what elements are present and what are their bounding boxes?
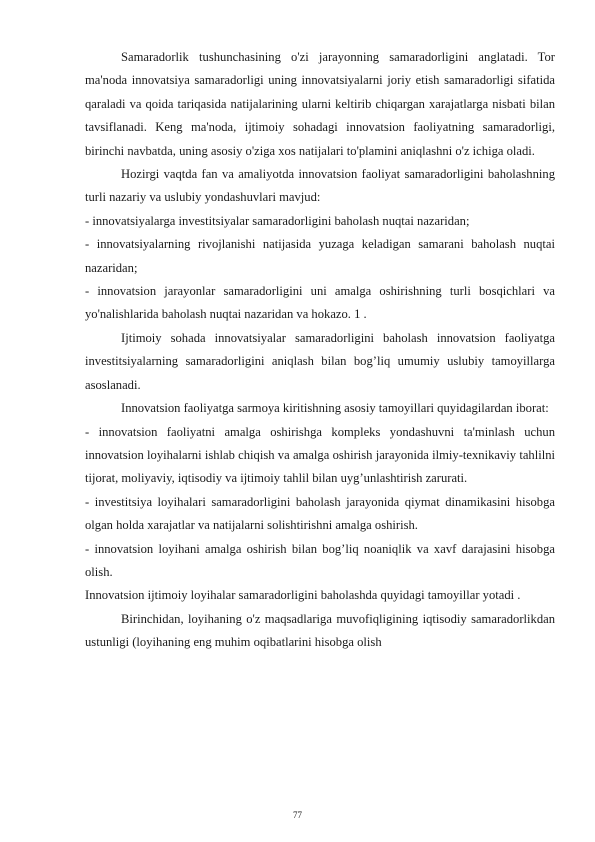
paragraph-approaches-intro: Hozirgi vaqtda fan va amaliyotda innovatsion faoliyat samaradorligini baholashning turli nazariy va uslubiy yondashuvlari mavjud: — [85, 167, 555, 205]
list-item-process-approach: - innovatsion jarayonlar samaradorligini uni amalga oshirishning turli bosqichlari va yo'nalishlarida baholash nuqtai nazaridan va hokazo. 1 . — [85, 284, 555, 322]
paragraph-principles-intro: Innovatsion faoliyatga sarmoya kiritishning asosiy tamoyillari quyidagilardan iborat: — [121, 401, 549, 416]
document-body — [85, 46, 555, 655]
list-item-investment-approach: - innovatsiyalarga investitsiyalar samaradorligini baholash nuqtai nazaridan; — [85, 213, 470, 228]
page-number: 77 — [293, 810, 302, 820]
paragraph-first-principle: Birinchidan, loyihaning o'z maqsadlariga muvofiqligining iqtisodiy samaradorlikdan ustunligi (loyihaning eng muhim oqibatlarini hisobga olish — [85, 611, 555, 650]
paragraph-efficiency-concept: Samaradorlik tushunchasining o'zi jarayonning samaradorligini anglatadi. Tor ma'noda innovatsiya samaradorligi uning innovatsiyalarni joriy etish samaradorligi sifatida qaraladi va qoida tariqasida natijalarining ularni keltirib chiqargan xarajatlarga nisbati bilan tavsiflanadi. Keng ma'noda, ijtimoiy sohadagi innovatsion faoliyatning samaradorligi, birinchi navbatda, uning asosiy o'ziga xos natijalari to'plamini aniqlashni o'z ichiga oladi. — [85, 50, 555, 158]
list-item-effect-approach: - innovatsiyalarning rivojlanishi natijasida yuzaga keladigan samarani baholash nuqtai nazaridan; — [85, 237, 555, 275]
list-item-risk-accounting: - innovatsion loyihani amalga oshirish bilan bog’liq noaniqlik va xavf darajasini hisobga olish. — [85, 541, 555, 579]
paragraph-social-project-principles: Innovatsion ijtimoiy loyihalar samaradorligini baholashda quyidagi tamoyillar yotadi . — [85, 588, 521, 603]
list-item-cost-comparison: - investitsiya loyihalari samaradorligini baholash jarayonida qiymat dinamikasini hisobga olgan holda xarajatlar va natijalarni solishtirishni amalga oshirish. — [85, 494, 555, 533]
list-item-complex-approach: - innovatsion faoliyatni amalga oshirishga kompleks yondashuvni ta'minlash uchun innovatsion loyihalarni ishlab chiqish va amalga oshirish jarayonida ilmiy-texnikaviy tahlilni tijorat, moliyaviy, iqtisodiy va ijtimoiy tahlil bilan uyg’unlashtirish zarurati. — [85, 424, 555, 486]
paragraph-social-sphere: Ijtimoiy sohada innovatsiyalar samaradorligini baholash innovatsion faoliyatga investitsiyalarning samaradorligini aniqlash bilan bog’liq umumiy uslubiy tamoyillarga asoslanadi. — [85, 330, 555, 392]
